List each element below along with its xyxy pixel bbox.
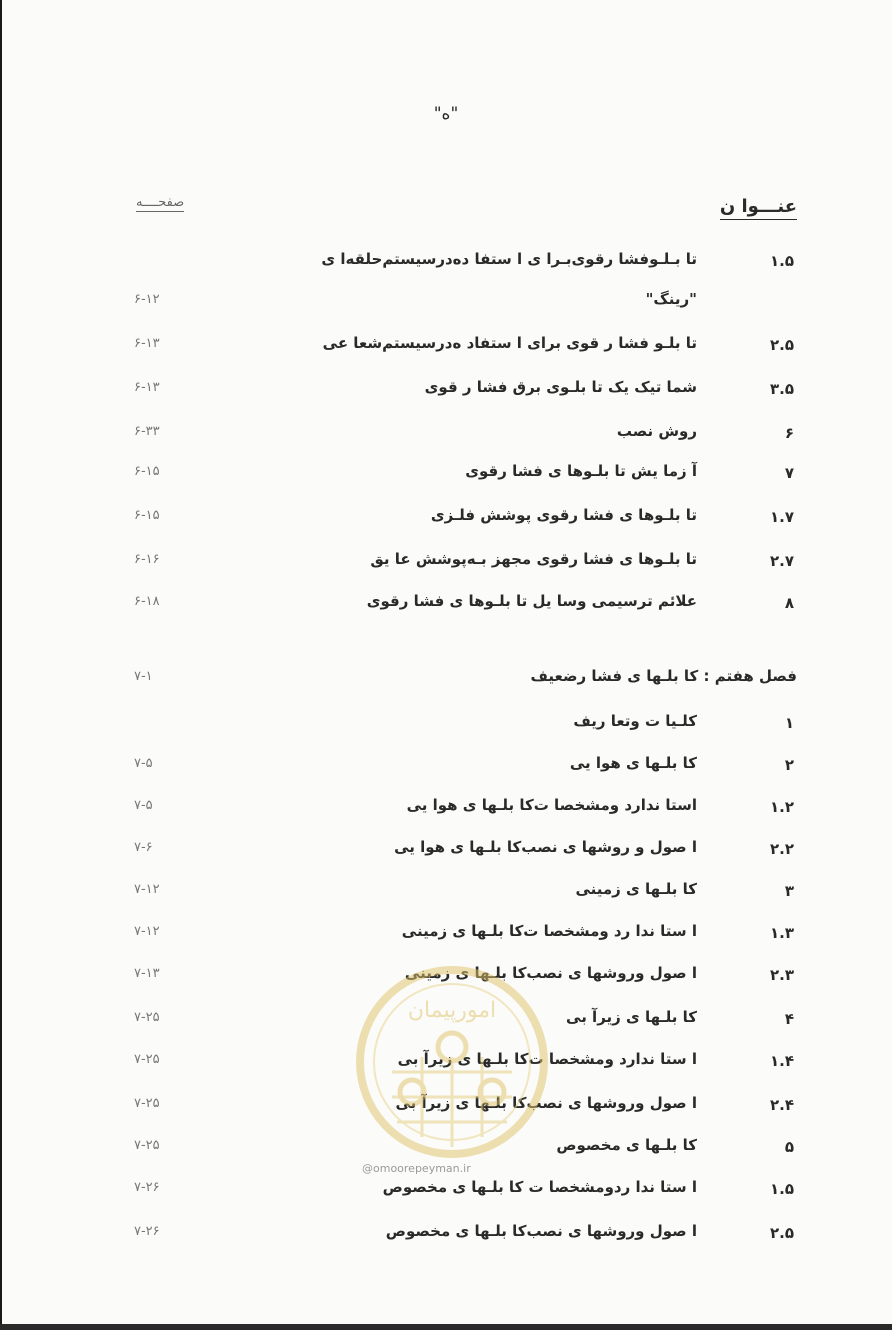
toc-number: ۲.۵ [769,336,794,354]
toc-page: ۶-۱۳ [134,336,160,351]
toc-title: ا صول وروشها ی نصب‌کا بلـها ی مخصوص [385,1222,697,1240]
toc-title: کا بلـها ی هوا یی [569,754,697,772]
toc-number: ۴ [784,1010,794,1028]
toc-title: روش نصب [616,422,697,440]
toc-page: ۶-۱۵ [134,464,160,479]
toc-row [0,460,892,494]
toc-page: ۶-۱۸ [134,594,160,609]
toc-page: ۷-۲۵ [134,1138,160,1153]
toc-title: تا بلـوها ی فشا رقوی پوشش فلـزی [430,506,697,524]
toc-row [0,1220,892,1254]
toc-row [0,836,892,870]
toc-page: ۷-۲۵ [134,1052,160,1067]
toc-page: ۷-۵ [134,756,153,771]
toc-title: تا بلـوها ی فشا رقوی مجهز بـه‌پوشش عا یق [370,550,697,568]
toc-title: کا بلـها ی زیرآ بی [566,1008,697,1026]
toc-number: ۱.۳ [769,924,794,942]
toc-number: ۲.۷ [769,552,794,570]
toc-page: ۶-۱۳ [134,380,160,395]
toc-page: ۶-۱۵ [134,508,160,523]
chapter-label: فصل هفتم : [703,667,797,685]
toc-row [0,794,892,828]
toc-number: ۱.۵ [769,252,794,270]
toc-title: تا بلـو فشا ر قوی برای ا ستفاد ه‌درسیستم‌شعا عی [322,334,697,352]
toc-page: ۶-۱۶ [134,552,160,567]
watermark-url: @omoorepeyman.ir [362,1162,471,1175]
toc-number: ۲ [784,756,794,774]
toc-title: علائم ترسیمی وسا یل تا بلـوها ی فشا رقوی [366,592,697,610]
toc-number: ۶ [784,424,794,442]
column-header-page: صفحــــه [136,195,185,210]
chapter-heading [531,667,797,685]
toc-row [0,752,892,786]
toc-row [0,590,892,624]
toc-title: ا ستا ندا ردومشخصا ت کا بلـها ی مخصوص [382,1178,697,1196]
toc-page: ۶-۳۳ [134,424,160,439]
toc-page: ۷-۱۲ [134,882,160,897]
toc-page: ۷-۱ [134,669,153,684]
page-label: "ه" [433,104,459,124]
toc-row [0,420,892,454]
toc-page: ۷-۲۶ [134,1180,160,1195]
toc-number: ۲.۲ [769,840,794,858]
column-header-title: عنـــوا ن [720,196,797,220]
chapter-row [0,665,892,699]
toc-title: ا ستا ندارد ومشخصا ت‌کا بلـها ی زیرآ بی [397,1050,697,1068]
toc-title: "رینگ" [645,290,697,308]
toc-row [0,548,892,582]
chapter-title: کا بلـها ی فشا رضعیف [530,667,699,685]
toc-page: ۷-۶ [134,840,153,855]
toc-title: کلـیا ت وتعا ریف [573,712,697,730]
toc-number: ۵ [784,1138,794,1156]
toc-row [0,376,892,410]
toc-page: ۶-۱۲ [134,292,160,307]
toc-page: ۷-۲۵ [134,1096,160,1111]
toc-row [0,920,892,954]
toc-number: ۱ [784,714,794,732]
toc-row [0,248,892,282]
toc-page: ۷-۲۶ [134,1224,160,1239]
toc-number: ۱.۲ [769,798,794,816]
toc-row [0,1176,892,1210]
toc-number: ۳.۵ [769,380,794,398]
toc-title: تا بـلـوفشا رقوی‌بـرا ی ا ستفا ده‌درسیستم‌حلقه‌ا ی [321,250,697,268]
toc-number: ۲.۵ [769,1224,794,1242]
toc-number: ۱.۵ [769,1180,794,1198]
watermark-logo [352,962,552,1162]
toc-page: ۷-۵ [134,798,153,813]
toc-title: ا ستا ندا رد ومشخصا ت‌کا بلـها ی زمینی [401,922,697,940]
toc-row [0,878,892,912]
toc-row [0,504,892,538]
toc-title: کا بلـها ی مخصوص [556,1136,697,1154]
toc-number: ۸ [784,594,794,612]
toc-title: شما تیک یک تا بلـوی برق فشا ر قوی [424,378,697,396]
toc-number: ۳ [784,882,794,900]
page-edge-bottom [0,1324,892,1330]
toc-number: ۱.۷ [769,508,794,526]
toc-number: ۱.۴ [769,1052,794,1070]
toc-number: ۲.۳ [769,966,794,984]
toc-page: ۷-۱۲ [134,924,160,939]
toc-page: ۷-۱۳ [134,966,160,981]
toc-title: ا صول وروشها ی نصب‌کا بلـها ی زمینی [404,964,697,982]
toc-row [0,332,892,366]
toc-number: ۷ [784,464,794,482]
toc-number: ۲.۴ [769,1096,794,1114]
toc-row [0,710,892,744]
watermark-logo-text: امورپیمان [407,998,497,1023]
toc-title: آ زما یش تا بلـوها ی فشا رقوی [465,462,697,480]
toc-title: ا صول و روشها ی نصب‌کا بلـها ی هوا یی [394,838,697,856]
toc-row [0,288,892,322]
toc-title: استا ندارد ومشخصا ت‌کا بلـها ی هوا یی [406,796,697,814]
toc-title: ا صول وروشها ی نصب‌کا بلـها ی زیرآ بی [395,1094,697,1112]
toc-page: ۷-۲۵ [134,1010,160,1025]
toc-title: کا بلـها ی زمینی [575,880,697,898]
